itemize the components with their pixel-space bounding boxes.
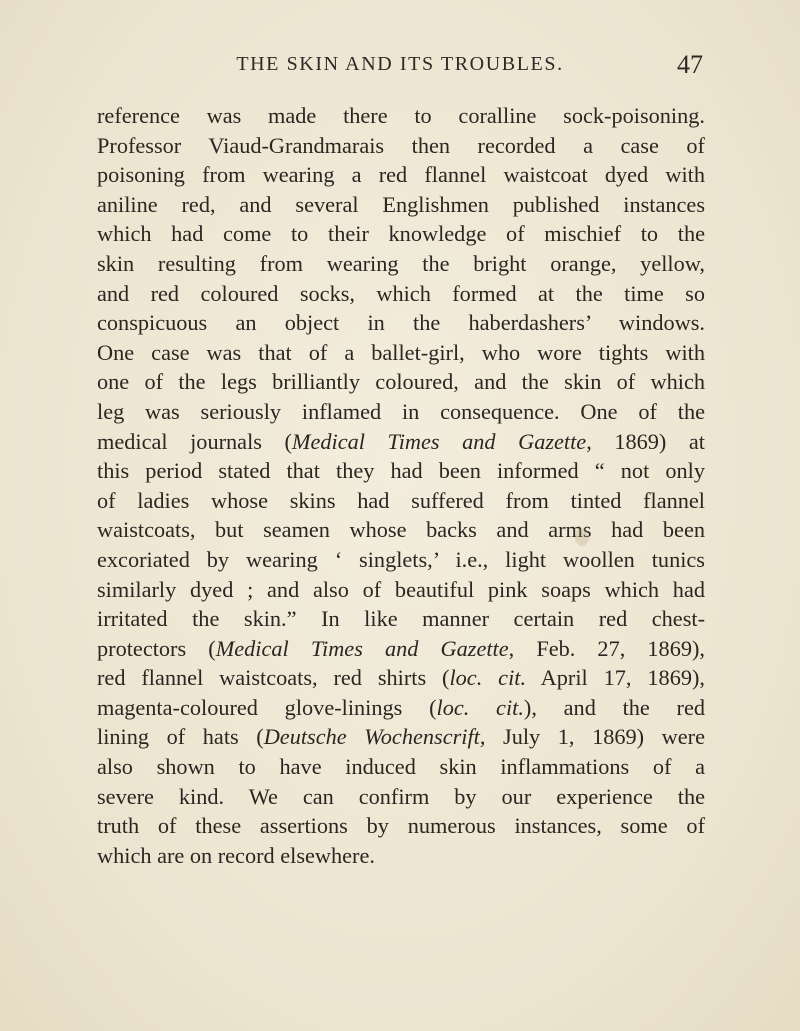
text-line [97,456,705,486]
text-line [97,397,705,427]
text-run: which had come to their knowledge of mischief to the [97,221,705,247]
running-head-title: THE SKIN AND ITS TROUBLES. [236,53,564,75]
text-run: one of the legs brilliantly coloured, and the skin of which [97,369,705,395]
text-line [97,663,705,693]
text-line [97,604,705,634]
text-line [97,279,705,309]
text-run: lining of hats ( [97,724,264,750]
text-run: waistcoats, but seamen whose backs and arms had been [97,517,705,543]
text-run: medical journals ( [97,428,292,454]
paper-blot [575,528,589,546]
page-number: 47 [677,50,703,79]
text-run: , July 1, 1869) were [479,724,705,750]
body-paragraph [97,101,705,870]
text-line [97,427,705,457]
text-line [97,101,705,131]
text-line [97,308,705,338]
text-line [97,693,705,723]
text-run: One case was that of a ballet-girl, who wore tights with [97,339,705,365]
text-line [97,219,705,249]
text-run: skin resulting from wearing the bright orange, yellow, [97,250,705,276]
citation-italic: Medical Times and Gazette [291,428,587,454]
text-line [97,811,705,841]
text-line [97,752,705,782]
text-run: leg was seriously inflamed in consequence. One of the [97,398,705,424]
text-line [97,515,705,545]
citation-italic: Medical Times and Gazette [215,635,509,661]
text-run: reference was made there to coralline sock-poisoning. [97,103,705,128]
text-line [97,722,705,752]
citation-italic: loc. cit. [449,665,527,691]
text-line [97,545,705,575]
text-run: this period stated that they had been informed “ not only [97,458,705,484]
text-line [97,575,705,605]
text-run: severe kind. We can confirm by our experience the [97,783,705,809]
text-run: also shown to have induced skin inflammations of a [97,754,705,780]
text-line [97,160,705,190]
text-run: April 17, 1869), [526,665,705,691]
text-run: Professor Viaud-Grandmarais then recorded a case of [97,132,705,158]
text-line [97,634,705,664]
text-run: poisoning from wearing a red flannel waistcoat dyed with [97,162,705,188]
text-run: excoriated by wearing ‘ singlets,’ i.e., light woollen tunics [97,546,705,572]
text-line [97,249,705,279]
text-line [97,841,705,871]
text-run: and red coloured socks, which formed at the time so [97,280,705,306]
running-head [0,50,800,84]
citation-italic: Deutsche Wochenscrift [263,724,480,750]
text-run: ), and the red [523,694,706,720]
text-line [97,338,705,368]
text-line [97,190,705,220]
text-run: , 1869) at [586,428,705,454]
text-run: irritated the skin.” In like manner certain red chest- [97,606,705,632]
text-run: aniline red, and several Englishmen published instances [97,191,705,217]
text-run: red flannel waistcoats, red shirts ( [97,665,450,691]
text-run: truth of these assertions by numerous instances, some of [97,813,705,839]
text-line [97,782,705,812]
text-run: , Feb. 27, 1869), [508,635,706,661]
text-line [97,486,705,516]
citation-italic: loc. cit. [436,694,524,720]
text-run: magenta-coloured glove-linings ( [97,694,437,720]
text-run: protectors ( [97,635,216,661]
text-line [97,131,705,161]
text-run: which are on record elsewhere. [97,842,375,868]
text-line [97,367,705,397]
text-run: similarly dyed ; and also of beautiful pink soaps which had [97,576,705,602]
text-run: of ladies whose skins had suffered from tinted flannel [97,487,705,513]
text-run: conspicuous an object in the haberdashers’ windows. [97,310,705,336]
